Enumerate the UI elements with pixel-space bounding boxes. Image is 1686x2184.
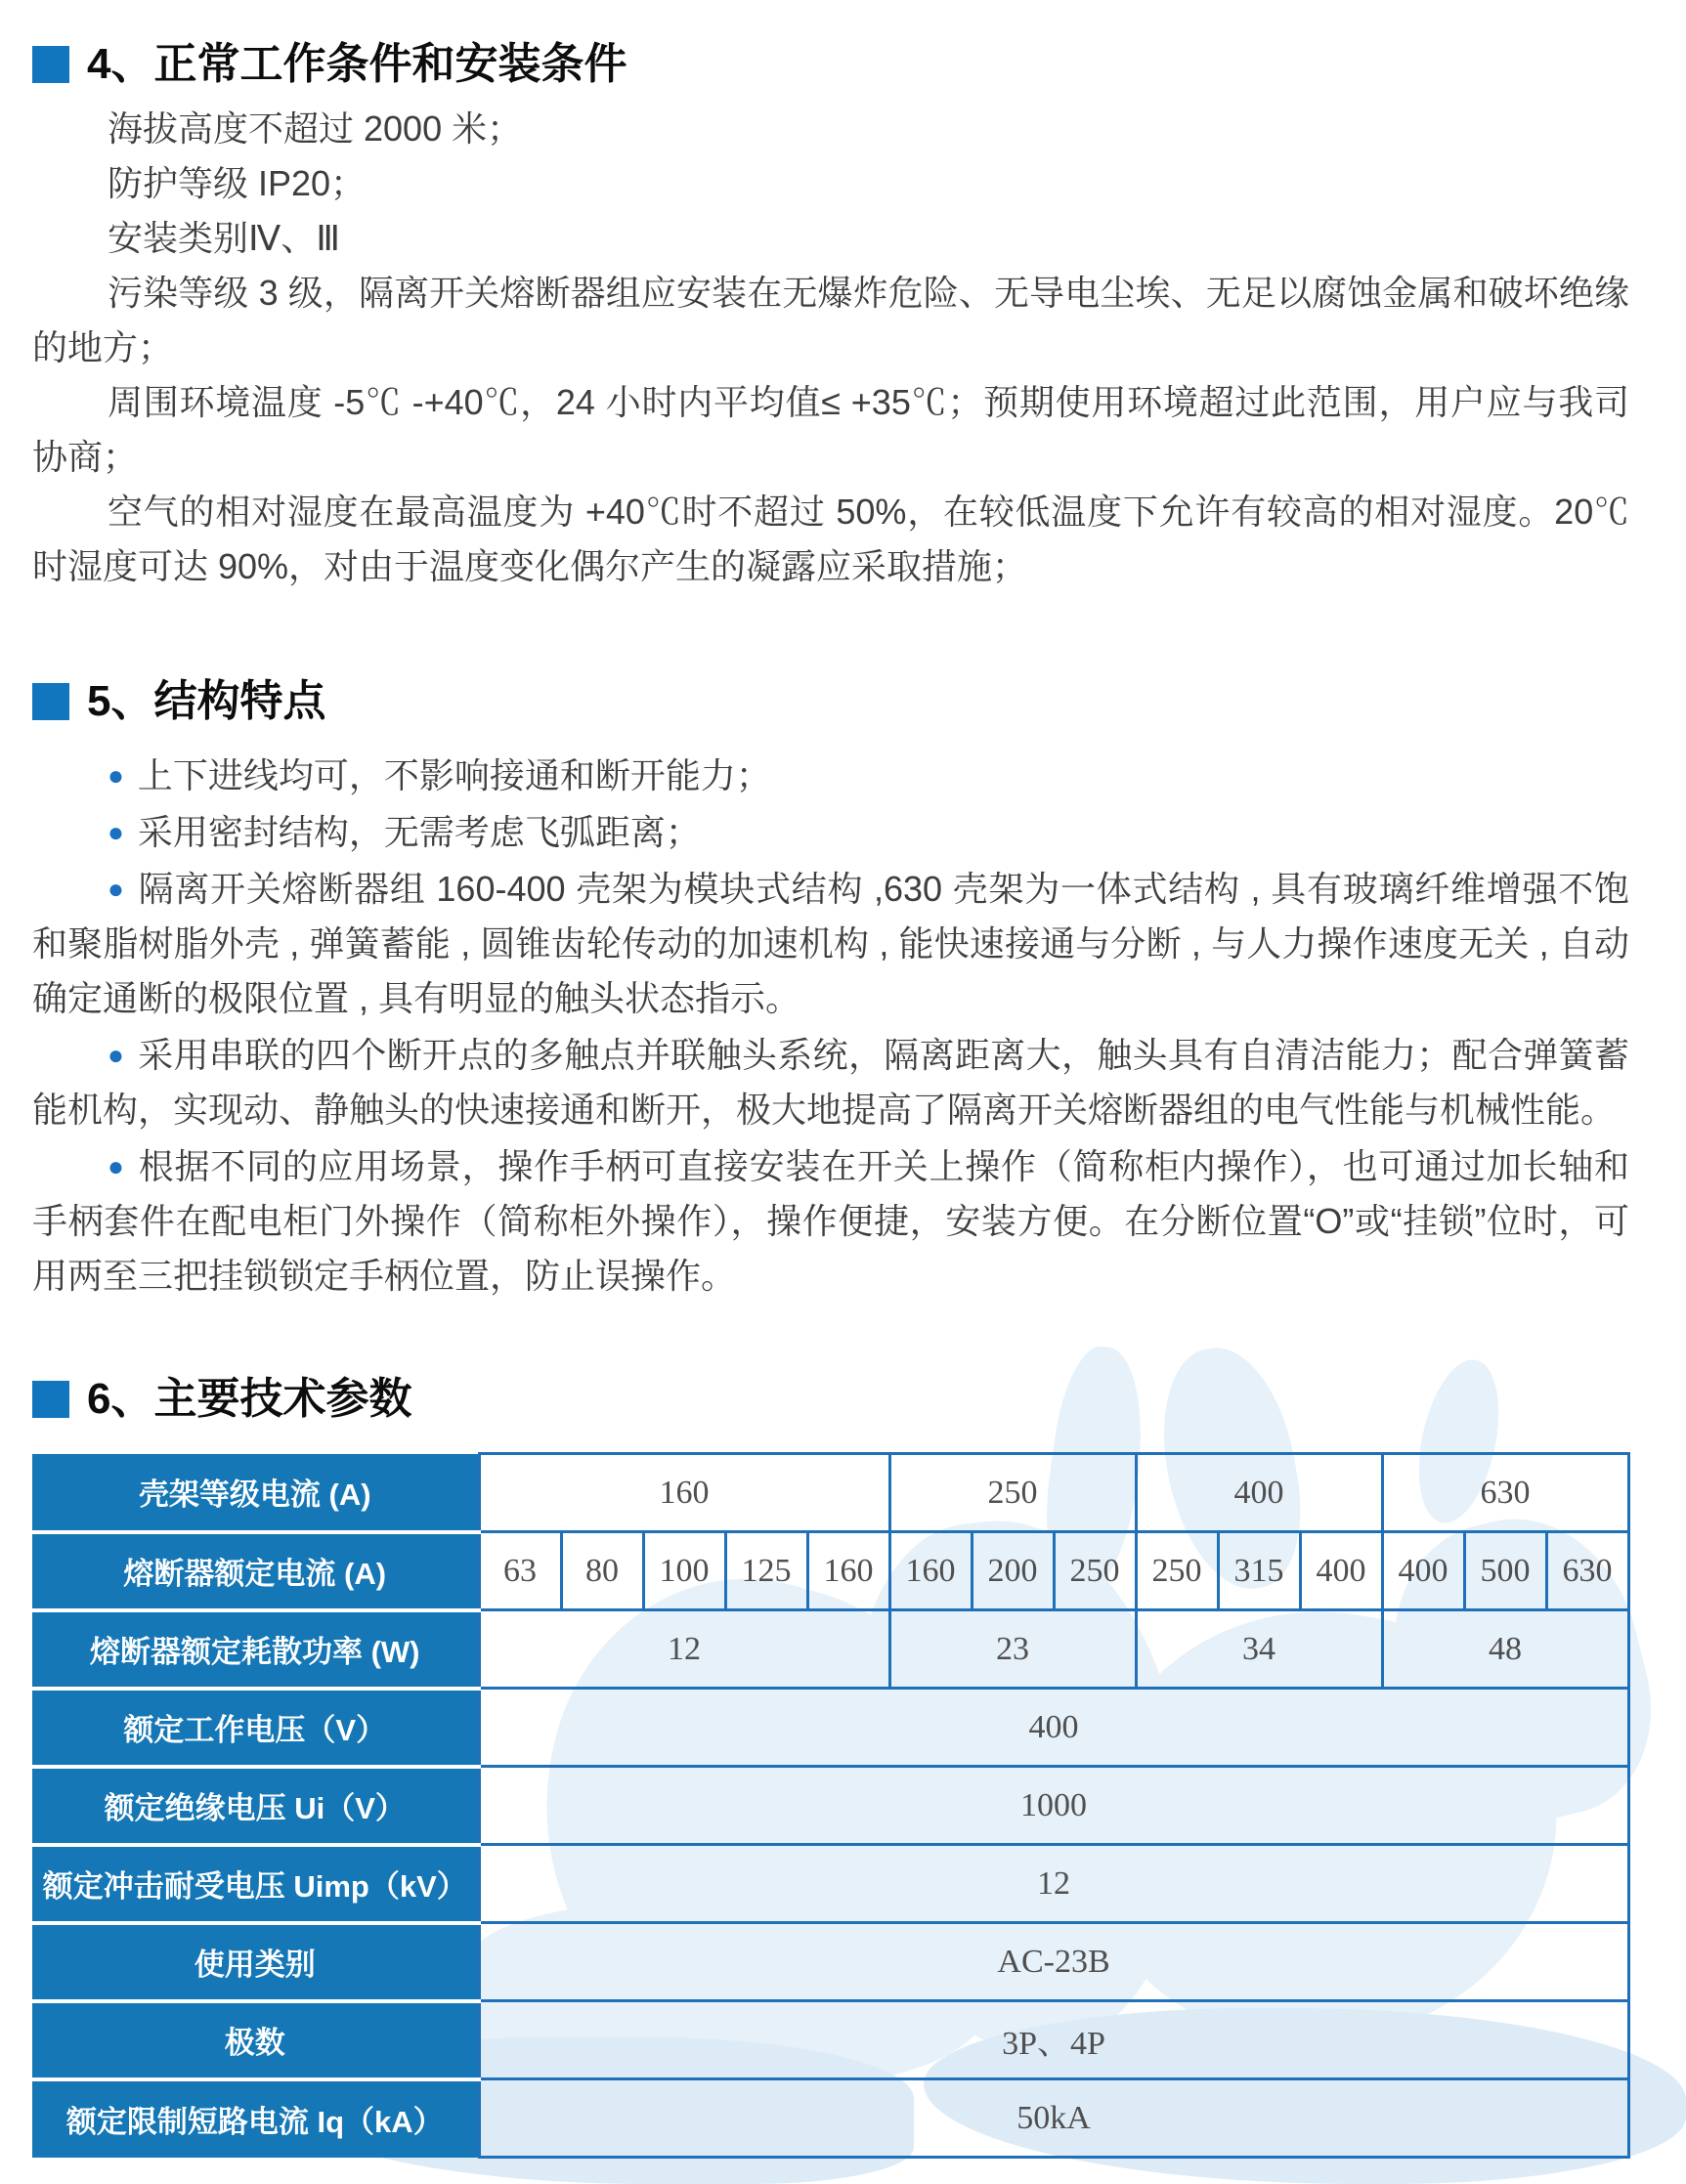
- table-row: [32, 2079, 1628, 2158]
- spec-value-cell: 80: [561, 1532, 643, 1610]
- table-row: [32, 1454, 1628, 1532]
- table-row: [32, 1532, 1628, 1610]
- row-label: 熔断器额定电流 (A): [32, 1532, 479, 1610]
- paragraph: 安装类别Ⅳ、Ⅲ: [108, 218, 341, 258]
- row-label: 熔断器额定耗散功率 (W): [32, 1610, 479, 1689]
- spec-value-cell: 250: [889, 1454, 1136, 1532]
- spec-value-cell: 12: [479, 1610, 889, 1689]
- spec-value-cell: AC-23B: [479, 1923, 1628, 2001]
- bullet-item: [32, 862, 1629, 1026]
- section-4-heading: [32, 0, 1629, 90]
- table-row: [32, 1689, 1628, 1767]
- spec-value-cell: 23: [889, 1610, 1136, 1689]
- table-row: [32, 2001, 1628, 2079]
- spec-value-cell: 500: [1464, 1532, 1546, 1610]
- table-row: [32, 1610, 1628, 1689]
- section-marker-icon: [32, 46, 69, 83]
- specs-table-zone: [32, 1452, 1629, 2159]
- spec-value-cell: 3P、4P: [479, 2001, 1628, 2079]
- bullet-dot-icon: ●: [108, 1040, 125, 1070]
- bullet-text: 上下进线均可，不影响接通和断开能力；: [137, 755, 771, 795]
- bullet-text: 采用串联的四个断开点的多触点并联触头系统，隔离距离大，触头具有自清洁能力；配合弹簧蓄能机构，实现动、静触头的快速接通和断开，极大地提高了隔离开关熔断器组的电气性能与机械性能。: [32, 1035, 1629, 1130]
- section-5-heading: [32, 676, 1629, 727]
- row-label: 额定绝缘电压 Ui（V）: [32, 1767, 479, 1845]
- bullet-item: [32, 805, 1629, 860]
- spec-value-cell: 400: [479, 1689, 1628, 1767]
- spec-value-cell: 50kA: [479, 2079, 1628, 2158]
- section-4-title: 4、正常工作条件和安装条件: [87, 40, 627, 88]
- table-row: [32, 1923, 1628, 2001]
- spec-value-cell: 63: [479, 1532, 561, 1610]
- paragraph: 周围环境温度 -5℃ -+40℃，24 小时内平均值≤ +35℃；预期使用环境超过此范围，用户应与我司协商；: [32, 382, 1629, 477]
- bullet-item: [32, 1139, 1629, 1304]
- section-6-heading: [32, 1374, 1629, 1425]
- spec-value-cell: 125: [725, 1532, 807, 1610]
- bullet-text: 隔离开关熔断器组 160-400 壳架为模块式结构 ,630 壳架为一体式结构 , 具有玻璃纤维增强不饱和聚脂树脂外壳 , 弹簧蓄能 , 圆锥齿轮传动的加速机构 , 能快速接通与分断 , 与人力操作速度无关 , 自动确定通断的极限位置 , 具有明显的触头状态指示。: [32, 869, 1629, 1018]
- row-label: 极数: [32, 2001, 479, 2079]
- spec-value-cell: 100: [643, 1532, 725, 1610]
- spec-value-cell: 630: [1546, 1532, 1628, 1610]
- spec-value-cell: 250: [1054, 1532, 1136, 1610]
- table-row: [32, 1767, 1628, 1845]
- spec-value-cell: 400: [1382, 1532, 1464, 1610]
- spec-value-cell: 160: [889, 1532, 972, 1610]
- spec-value-cell: 400: [1300, 1532, 1382, 1610]
- bullet-dot-icon: ●: [108, 1151, 125, 1181]
- spec-value-cell: 315: [1218, 1532, 1300, 1610]
- specs-table: [32, 1452, 1630, 2159]
- paragraph: 空气的相对湿度在最高温度为 +40℃时不超过 50%，在较低温度下允许有较高的相对湿度。20℃时湿度可达 90%，对由于温度变化偶尔产生的凝露应采取措施；: [32, 492, 1629, 586]
- spec-value-cell: 200: [972, 1532, 1054, 1610]
- row-label: 使用类别: [32, 1923, 479, 2001]
- row-label: 额定限制短路电流 Iq（kA）: [32, 2079, 479, 2158]
- spec-value-cell: 48: [1382, 1610, 1628, 1689]
- row-label: 额定冲击耐受电压 Uimp（kV）: [32, 1845, 479, 1923]
- spec-value-cell: 630: [1382, 1454, 1628, 1532]
- bullet-item: [32, 1028, 1629, 1137]
- section-marker-icon: [32, 683, 69, 720]
- bullet-dot-icon: ●: [108, 874, 125, 904]
- bullet-item: [32, 749, 1629, 803]
- section-5-title: 5、结构特点: [87, 677, 326, 725]
- spec-value-cell: 250: [1136, 1532, 1218, 1610]
- bullet-text: 根据不同的应用场景，操作手柄可直接安装在开关上操作（简称柜内操作），也可通过加长轴和手柄套件在配电柜门外操作（简称柜外操作），操作便捷，安装方便。在分断位置“O”或“挂锁”位时，可用两至三把挂锁锁定手柄位置，防止误操作。: [32, 1146, 1629, 1296]
- spec-value-cell: 1000: [479, 1767, 1628, 1845]
- table-row: [32, 1845, 1628, 1923]
- spec-value-cell: 12: [479, 1845, 1628, 1923]
- section-marker-icon: [32, 1381, 69, 1418]
- spec-value-cell: 34: [1136, 1610, 1382, 1689]
- spec-value-cell: 160: [807, 1532, 889, 1610]
- section-6-title: 6、主要技术参数: [87, 1375, 412, 1423]
- paragraph: 防护等级 IP20；: [108, 163, 367, 203]
- bullet-dot-icon: ●: [108, 817, 124, 847]
- bullet-text: 采用密封结构，无需考虑飞弧距离；: [137, 812, 701, 852]
- bullet-dot-icon: ●: [108, 760, 124, 791]
- paragraph: 海拔高度不超过 2000 米；: [108, 108, 523, 149]
- spec-value-cell: 400: [1136, 1454, 1382, 1532]
- row-label: 壳架等级电流 (A): [32, 1454, 479, 1532]
- paragraph: 污染等级 3 级，隔离开关熔断器组应安装在无爆炸危险、无导电尘埃、无足以腐蚀金属和破坏绝缘的地方；: [32, 273, 1629, 367]
- spec-value-cell: 160: [479, 1454, 889, 1532]
- row-label: 额定工作电压（V）: [32, 1689, 479, 1767]
